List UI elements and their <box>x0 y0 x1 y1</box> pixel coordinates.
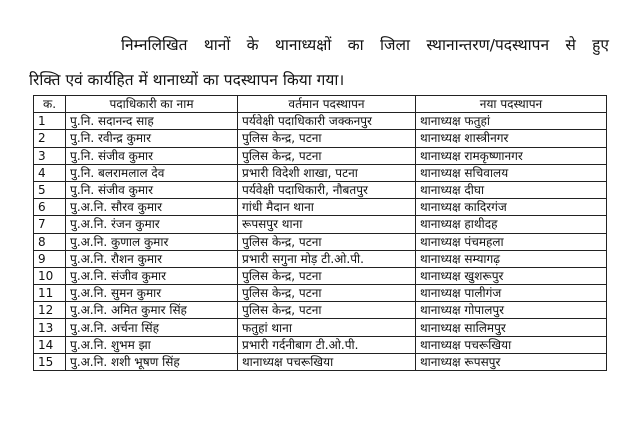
current-posting-cell: फतुहां थाना <box>238 319 416 336</box>
serial-cell: 13 <box>34 319 66 336</box>
serial-cell: 15 <box>34 353 66 370</box>
new-posting-cell: थानाध्यक्ष दीघा <box>416 181 607 198</box>
serial-cell: 9 <box>34 250 66 267</box>
officer-name-cell: पु.नि. रवीन्द्र कुमार <box>66 130 238 147</box>
serial-cell: 8 <box>34 233 66 250</box>
new-posting-cell: थानाध्यक्ष कादिरगंज <box>416 199 607 216</box>
table-row <box>34 130 607 147</box>
officer-name-cell: पु.अ.नि. सौरव कुमार <box>66 199 238 216</box>
current-posting-cell: पुलिस केन्द्र, पटना <box>238 302 416 319</box>
current-posting-cell: पर्यवेक्षी पदाधिकारी, नौबतपुर <box>238 181 416 198</box>
table-row <box>34 199 607 216</box>
new-posting-cell: थानाध्यक्ष पंचमहला <box>416 233 607 250</box>
current-posting-cell: प्रभारी सगुना मोड़ टी.ओ.पी. <box>238 250 416 267</box>
table-row <box>34 216 607 233</box>
current-posting-cell: पुलिस केन्द्र, पटना <box>238 147 416 164</box>
table-row <box>34 353 607 370</box>
new-posting-cell: थानाध्यक्ष फतुहां <box>416 113 607 130</box>
table-row <box>34 113 607 130</box>
officer-name-cell: पु.अ.नि. शशी भूषण सिंह <box>66 353 238 370</box>
header-officer-name: पदाधिकारी का नाम <box>66 96 238 113</box>
table-row <box>34 233 607 250</box>
intro-line-2: रिक्ति एवं कार्यहित में थानाध्यों का पदस्थापन किया गया। <box>29 71 345 89</box>
table-row <box>34 267 607 284</box>
header-new-posting: नया पदस्थापन <box>416 96 607 113</box>
intro-line-1: निम्नलिखित थानों के थानाध्यक्षों का जिला स्थानान्तरण/पदस्थापन से हुए <box>121 36 609 54</box>
table-row <box>34 164 607 181</box>
current-posting-cell: रूपसपुर थाना <box>238 216 416 233</box>
new-posting-cell: थानाध्यक्ष पचरूखिया <box>416 336 607 353</box>
officer-name-cell: पु.अ.नि. सुमन कुमार <box>66 285 238 302</box>
header-current-posting: वर्तमान पदस्थापन <box>238 96 416 113</box>
new-posting-cell: थानाध्यक्ष सम्यागढ़ <box>416 250 607 267</box>
new-posting-cell: थानाध्यक्ष हाथीदह <box>416 216 607 233</box>
serial-cell: 7 <box>34 216 66 233</box>
posting-table <box>33 95 607 371</box>
officer-name-cell: पु.अ.नि. शुभम झा <box>66 336 238 353</box>
table-row <box>34 336 607 353</box>
new-posting-cell: थानाध्यक्ष सचिवालय <box>416 164 607 181</box>
serial-cell: 6 <box>34 199 66 216</box>
new-posting-cell: थानाध्यक्ष पालीगंज <box>416 285 607 302</box>
current-posting-cell: पुलिस केन्द्र, पटना <box>238 130 416 147</box>
serial-cell: 1 <box>34 113 66 130</box>
new-posting-cell: थानाध्यक्ष रामकृष्णानगर <box>416 147 607 164</box>
officer-name-cell: पु.अ.नि. संजीव कुमार <box>66 267 238 284</box>
table-row <box>34 319 607 336</box>
table-row <box>34 285 607 302</box>
officer-name-cell: पु.अ.नि. कुणाल कुमार <box>66 233 238 250</box>
new-posting-cell: थानाध्यक्ष रूपसपुर <box>416 353 607 370</box>
new-posting-cell: थानाध्यक्ष सालिमपुर <box>416 319 607 336</box>
serial-cell: 2 <box>34 130 66 147</box>
officer-name-cell: पु.नि. संजीव कुमार <box>66 181 238 198</box>
officer-name-cell: पु.नि. बलरामलाल देव <box>66 164 238 181</box>
current-posting-cell: पुलिस केन्द्र, पटना <box>238 267 416 284</box>
serial-cell: 5 <box>34 181 66 198</box>
current-posting-cell: प्रभारी विदेशी शाखा, पटना <box>238 164 416 181</box>
officer-name-cell: पु.अ.नि. रंजन कुमार <box>66 216 238 233</box>
serial-cell: 14 <box>34 336 66 353</box>
new-posting-cell: थानाध्यक्ष शास्त्रीनगर <box>416 130 607 147</box>
current-posting-cell: थानाध्यक्ष पचरूखिया <box>238 353 416 370</box>
new-posting-cell: थानाध्यक्ष खुशरूपुर <box>416 267 607 284</box>
serial-cell: 10 <box>34 267 66 284</box>
table-header-row <box>34 96 607 113</box>
current-posting-cell: गांधी मैदान थाना <box>238 199 416 216</box>
serial-cell: 3 <box>34 147 66 164</box>
header-serial: क. <box>34 96 66 113</box>
officer-name-cell: पु.अ.नि. अमित कुमार सिंह <box>66 302 238 319</box>
current-posting-cell: प्रभारी गर्दनीबाग टी.ओ.पी. <box>238 336 416 353</box>
intro-paragraph <box>29 28 609 98</box>
new-posting-cell: थानाध्यक्ष गोपालपुर <box>416 302 607 319</box>
officer-name-cell: पु.अ.नि. अर्चना सिंह <box>66 319 238 336</box>
table-row <box>34 181 607 198</box>
serial-cell: 11 <box>34 285 66 302</box>
table-row <box>34 302 607 319</box>
officer-name-cell: पु.नि. सदानन्द साह <box>66 113 238 130</box>
officer-name-cell: पु.नि. संजीव कुमार <box>66 147 238 164</box>
current-posting-cell: पर्यवेक्षी पदाधिकारी जक्कनपुर <box>238 113 416 130</box>
serial-cell: 4 <box>34 164 66 181</box>
serial-cell: 12 <box>34 302 66 319</box>
current-posting-cell: पुलिस केन्द्र, पटना <box>238 285 416 302</box>
officer-name-cell: पु.अ.नि. रौशन कुमार <box>66 250 238 267</box>
table-row <box>34 147 607 164</box>
current-posting-cell: पुलिस केन्द्र, पटना <box>238 233 416 250</box>
table-row <box>34 250 607 267</box>
